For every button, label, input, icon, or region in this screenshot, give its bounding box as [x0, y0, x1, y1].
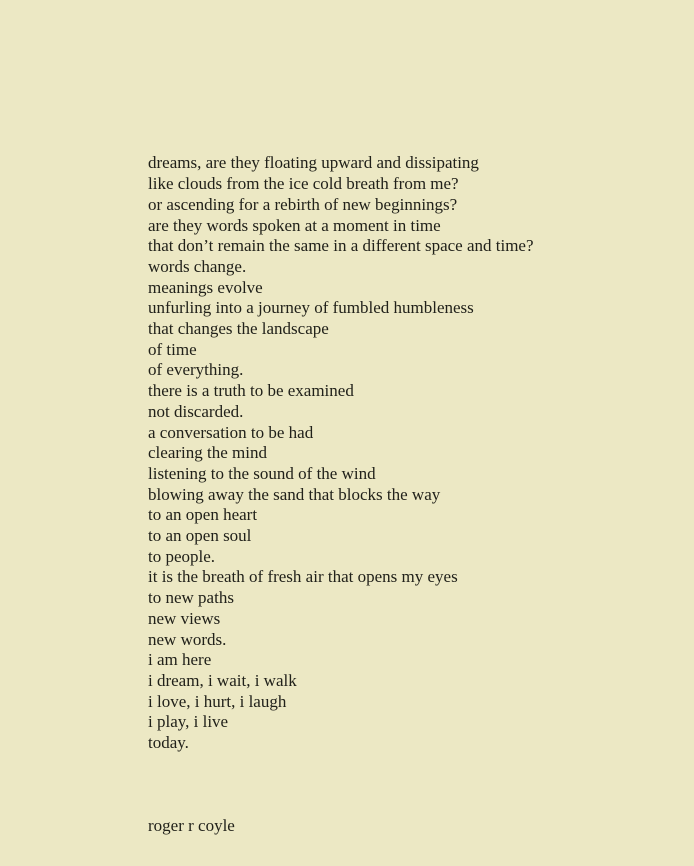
- poem-line: blowing away the sand that blocks the way: [148, 484, 441, 504]
- poem-line: or ascending for a rebirth of new beginnings?: [148, 194, 458, 214]
- poem-line: a conversation to be had: [148, 422, 314, 442]
- poem: [148, 112, 534, 857]
- poem-line: today.: [148, 733, 189, 753]
- poem-line: to people.: [148, 546, 216, 566]
- poem-line: to an open heart: [148, 505, 258, 525]
- poem-line: i play, i live: [148, 712, 229, 732]
- poem-line: like clouds from the ice cold breath from me?: [148, 174, 459, 194]
- poem-line: i love, i hurt, i laugh: [148, 691, 287, 711]
- poem-line: to an open soul: [148, 526, 252, 546]
- poem-line: are they words spoken at a moment in time: [148, 215, 441, 235]
- poem-line: unfurling into a journey of fumbled humbleness: [148, 298, 474, 318]
- poem-author: roger r coyle: [148, 815, 235, 835]
- poem-line: words change.: [148, 256, 247, 276]
- poem-line: meanings evolve: [148, 277, 263, 297]
- poem-body: [148, 153, 534, 753]
- poem-line: not discarded.: [148, 401, 244, 421]
- poem-line: it is the breath of fresh air that opens my eyes: [148, 567, 458, 587]
- poem-line: to new paths: [148, 588, 234, 608]
- poem-line: i dream, i wait, i walk: [148, 670, 297, 690]
- poem-line: dreams, are they floating upward and dissipating: [148, 153, 479, 173]
- poem-line: clearing the mind: [148, 443, 267, 463]
- poem-line: of everything.: [148, 360, 244, 380]
- poem-line: that don’t remain the same in a different space and time?: [148, 236, 534, 256]
- poem-line: there is a truth to be examined: [148, 381, 354, 401]
- poem-line: i am here: [148, 650, 212, 670]
- poem-line: that changes the landscape: [148, 319, 329, 339]
- poem-line: listening to the sound of the wind: [148, 463, 376, 483]
- poem-line: of time: [148, 339, 197, 359]
- poem-line: new words.: [148, 629, 227, 649]
- poem-line: new views: [148, 608, 221, 628]
